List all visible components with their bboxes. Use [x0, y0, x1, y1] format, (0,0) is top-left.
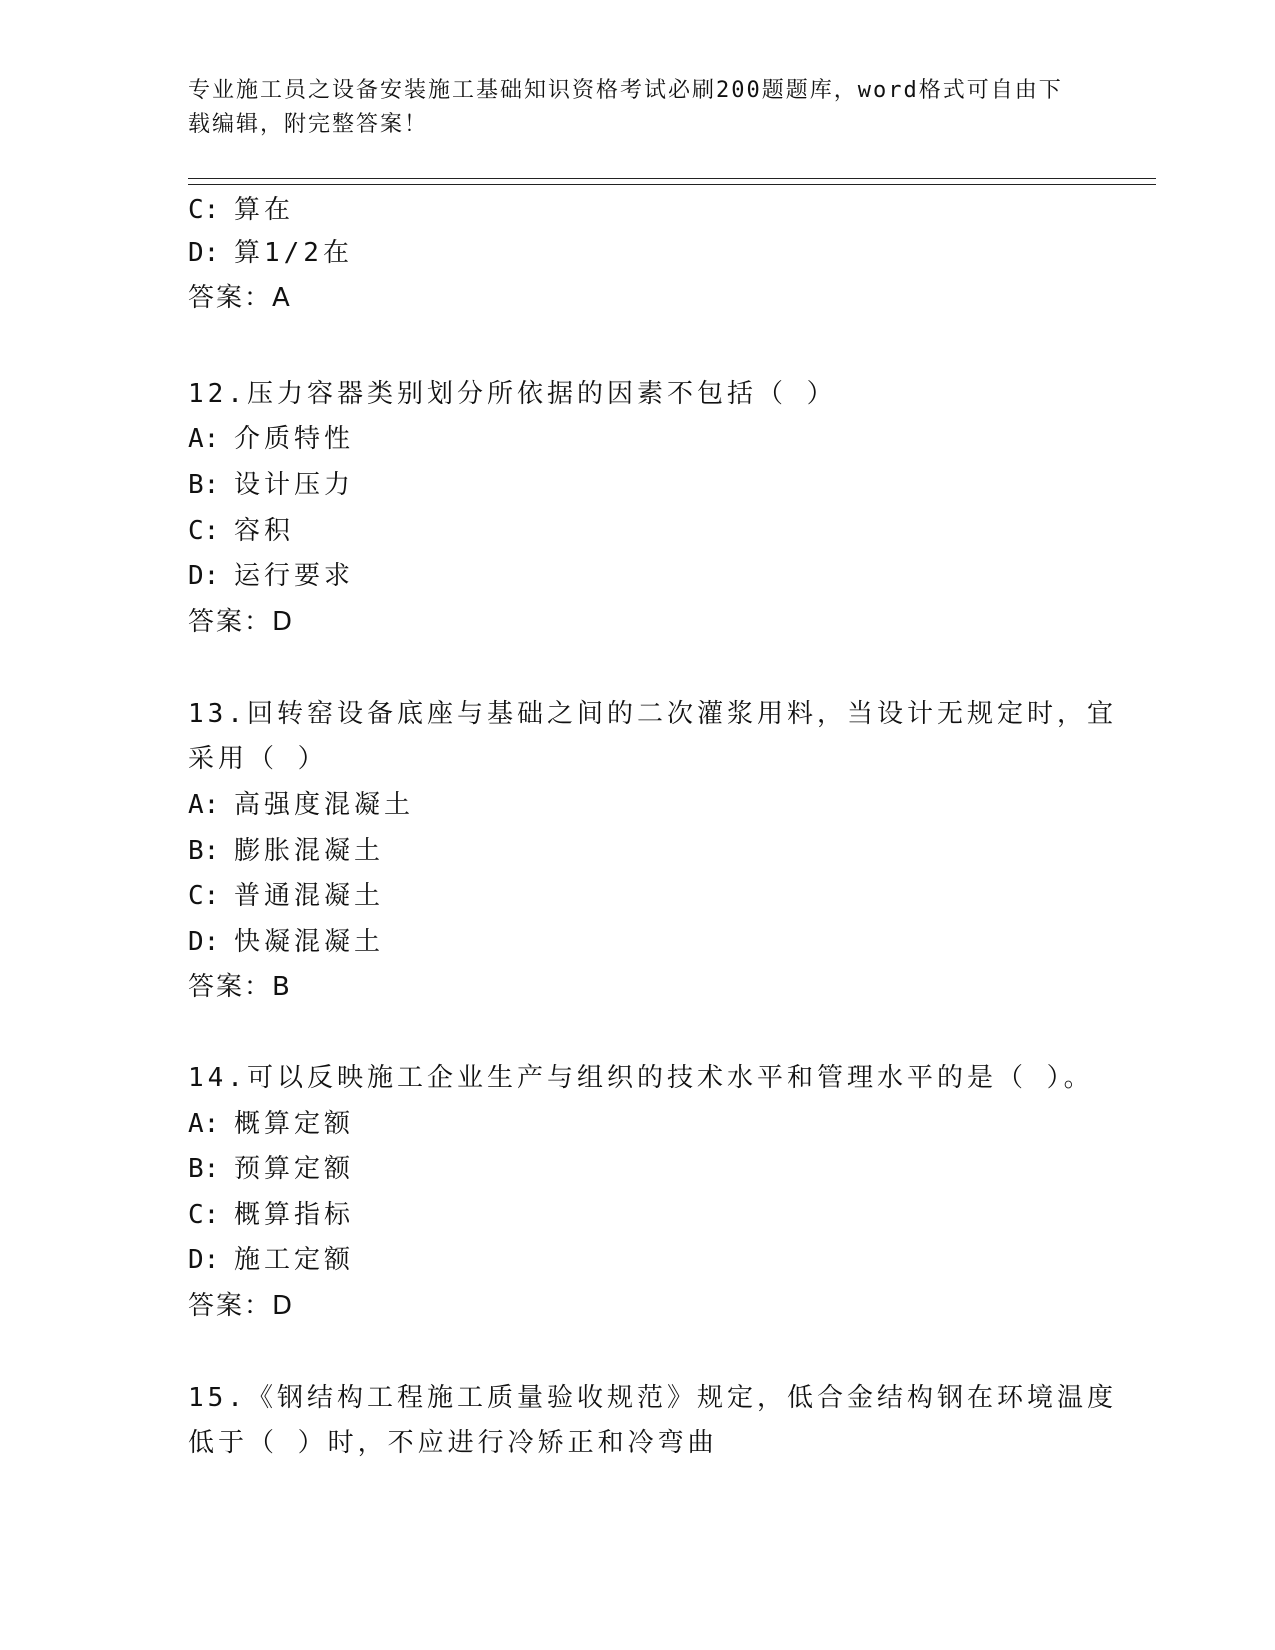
option-key: C:	[188, 881, 220, 911]
header-rule-bottom	[188, 184, 1156, 185]
header-rule-top	[188, 178, 1156, 179]
option-key: D:	[188, 1245, 220, 1275]
option-line	[188, 1152, 354, 1186]
option-text: 预算定额	[234, 1154, 355, 1184]
option-key: C:	[188, 1200, 220, 1230]
option-text: 算1/2在	[234, 238, 353, 268]
option-key: A:	[188, 424, 220, 454]
option-key: D:	[188, 927, 220, 957]
option-text: 介质特性	[234, 424, 355, 454]
header-title: 专业施工员之设备安装施工基础知识资格考试必刷200题题库，word格式可自由下载编辑，附完整答案！	[188, 78, 1063, 137]
option-line	[188, 1198, 354, 1232]
question-stem: 14.可以反映施工企业生产与组织的技术水平和管理水平的是（ ）。	[188, 1063, 1094, 1093]
option-text: 普通混凝土	[234, 881, 385, 911]
question-stem-continued: 采用（ ）	[188, 744, 328, 774]
option-key: D:	[188, 238, 220, 268]
option-text: 快凝混凝土	[234, 927, 385, 957]
answer-line: 答案：A	[188, 283, 292, 313]
option-line	[188, 422, 354, 456]
option-text: 高强度混凝土	[234, 790, 415, 820]
option-line	[188, 559, 354, 593]
option-key: B:	[188, 1154, 220, 1184]
option-line	[188, 788, 414, 822]
option-key: A:	[188, 790, 220, 820]
option-text: 概算指标	[234, 1200, 355, 1230]
option-text: 概算定额	[234, 1109, 355, 1139]
answer-line: 答案：D	[188, 1291, 295, 1321]
option-text: 施工定额	[234, 1245, 355, 1275]
option-key: A:	[188, 1109, 220, 1139]
option-key: C:	[188, 516, 220, 546]
question-stem: 13.回转窑设备底座与基础之间的二次灌浆用料，当设计无规定时，宜	[188, 699, 1117, 729]
question-stem-continued: 低于（ ）时，不应进行冷矫正和冷弯曲	[188, 1428, 718, 1458]
option-line	[188, 925, 384, 959]
option-line	[188, 879, 384, 913]
option-key: C:	[188, 195, 220, 225]
option-key: D:	[188, 561, 220, 591]
option-line	[188, 468, 354, 502]
option-text: 算在	[234, 195, 295, 225]
option-text: 容积	[234, 516, 295, 546]
option-line	[188, 193, 294, 227]
option-key: B:	[188, 470, 220, 500]
question-stem: 12.压力容器类别划分所依据的因素不包括（ ）	[188, 379, 837, 409]
option-line	[188, 1107, 354, 1141]
option-text: 运行要求	[234, 561, 355, 591]
option-key: B:	[188, 836, 220, 866]
question-stem: 15.《钢结构工程施工质量验收规范》规定，低合金结构钢在环境温度	[188, 1383, 1117, 1413]
option-text: 膨胀混凝土	[234, 836, 385, 866]
option-text: 设计压力	[234, 470, 355, 500]
option-line	[188, 1243, 354, 1277]
answer-line: 答案：D	[188, 607, 295, 637]
document-header	[188, 74, 1068, 142]
option-line	[188, 236, 353, 270]
option-line	[188, 514, 294, 548]
option-line	[188, 834, 384, 868]
answer-line: 答案：B	[188, 972, 292, 1002]
